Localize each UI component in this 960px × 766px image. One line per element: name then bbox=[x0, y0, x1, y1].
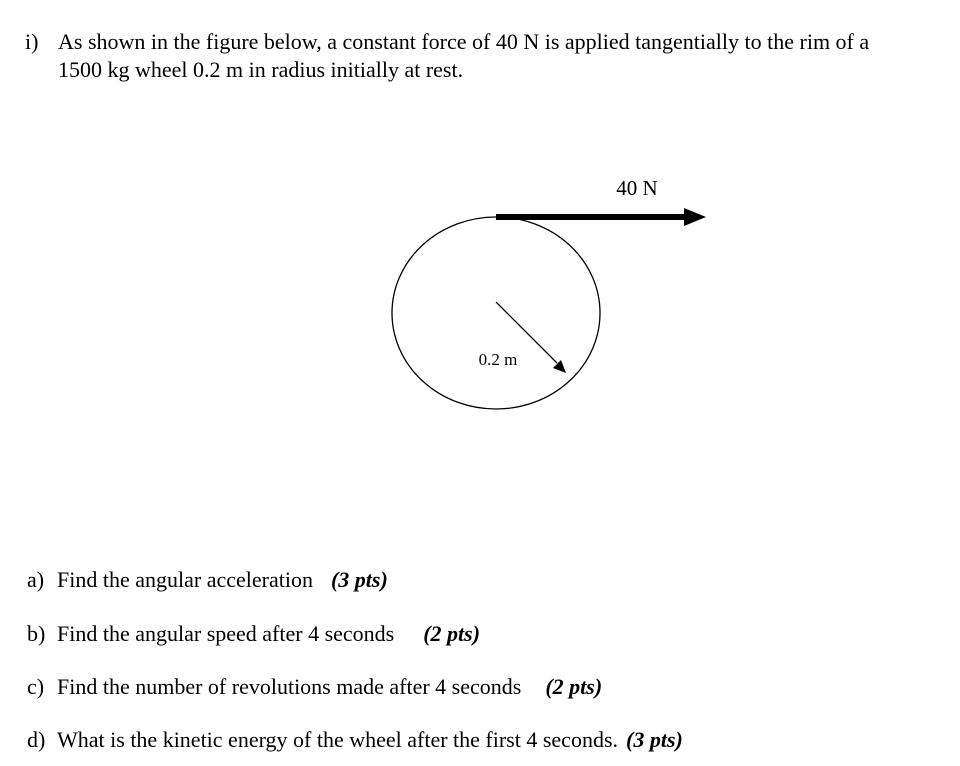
force-label: 40 N bbox=[616, 176, 658, 200]
question-a-label: a) bbox=[27, 567, 45, 592]
problem-number: i) bbox=[25, 29, 39, 54]
question-a-text: Find the angular acceleration bbox=[57, 567, 313, 592]
problem-line-2-text: 1500 kg wheel 0.2 m in radius initially at rest. bbox=[58, 57, 464, 82]
question-d-points: (3 pts) bbox=[626, 727, 683, 752]
question-c-text: Find the number of revolutions made after 4 seconds bbox=[57, 674, 522, 699]
question-a-points: (3 pts) bbox=[330, 567, 388, 592]
question-b-label: b) bbox=[27, 621, 46, 646]
question-d-label: d) bbox=[27, 727, 46, 752]
question-a bbox=[27, 567, 388, 593]
question-d-text: What is the kinetic energy of the wheel after the first 4 seconds. bbox=[57, 727, 619, 752]
question-c bbox=[27, 674, 602, 700]
question-b-points: (2 pts) bbox=[423, 621, 481, 646]
problem-line-1-text: As shown in the figure below, a constant force of 40 N is applied tangentially to the rim of a bbox=[58, 29, 870, 54]
radius-arrow-head bbox=[553, 360, 566, 373]
question-c-points: (2 pts) bbox=[545, 674, 603, 699]
question-c-label: c) bbox=[27, 674, 45, 699]
radius-label: 0.2 m bbox=[478, 350, 518, 369]
question-d bbox=[27, 727, 683, 753]
force-arrow-head bbox=[684, 208, 706, 226]
question-b bbox=[27, 621, 480, 647]
wheel-circle bbox=[392, 217, 600, 409]
question-b-text: Find the angular speed after 4 seconds bbox=[57, 621, 395, 646]
